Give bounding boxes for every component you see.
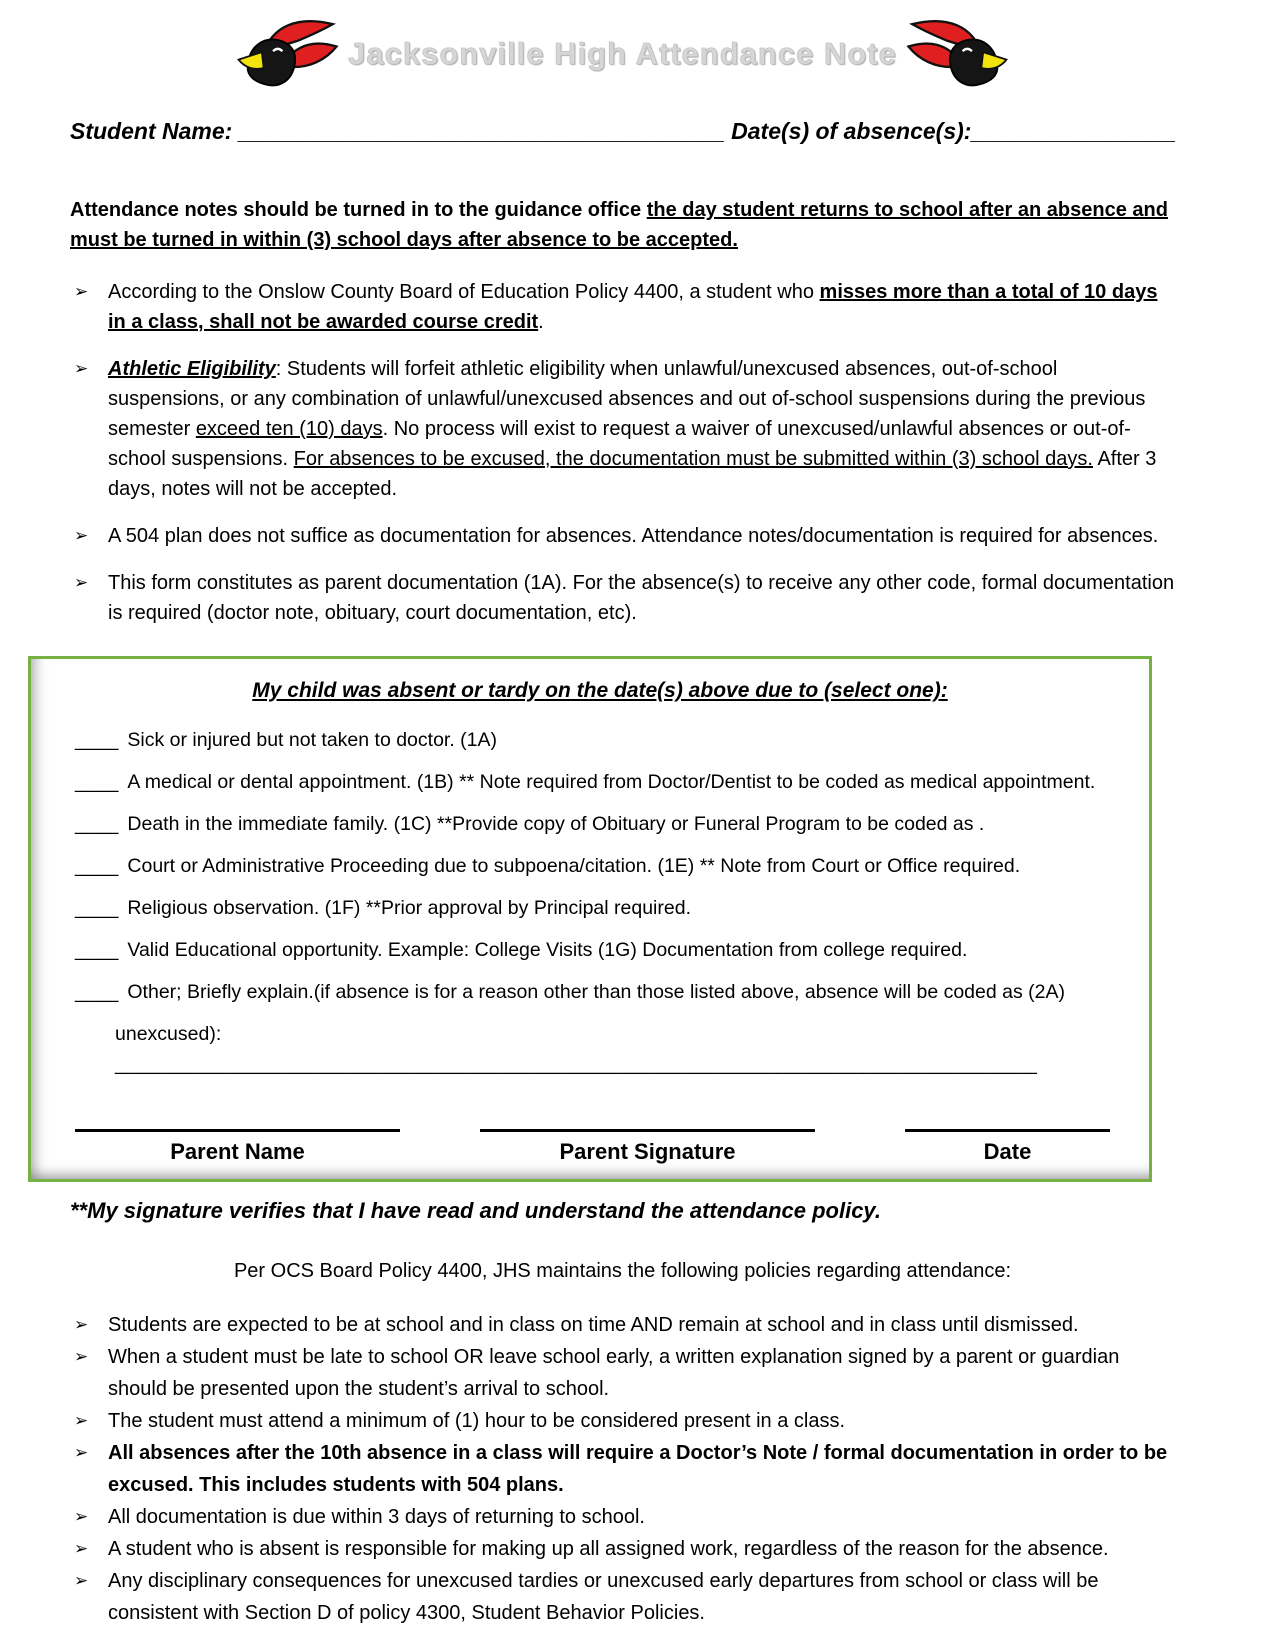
arrow-bullet-icon: ➢ [74,1315,89,1334]
attendance-notes-list [70,277,1175,628]
arrow-bullet-icon: ➢ [74,1571,89,1590]
option-checkline: ____ [75,771,119,793]
bullet-text-segment: . No process will exist to request a waiver of unexcused/unlawful absences or out-of-school suspensions. [108,418,1131,470]
date-field [905,1129,1110,1165]
policy-late-or-early: When a student must be late to school OR leave school early, a written explanation signed by a parent or guardian should be presented upon the student’s arrival to school. [108,1346,1120,1400]
policy-documentation-due: All documentation is due within 3 days of returning to school. [108,1506,645,1528]
page-title: Jacksonville High Attendance Note [348,36,897,71]
arrow-bullet-icon: ➢ [74,1411,89,1430]
bullet-text-emphasis: misses more than a total of 10 days in a class, shall not be awarded course credit [108,281,1158,333]
absence-option-educational [75,935,1125,965]
signature-row [75,1129,1125,1165]
bullet-course-credit [108,277,1175,337]
option-label: Court or Administrative Proceeding due to subpoena/citation. (1E) ** Note from Court or Office required. [127,855,1021,877]
cardinal-mascot-right-icon [903,12,1011,96]
policy-makeup-work: A student who is absent is responsible for making up all assigned work, regardless of the reason for the absence. [108,1538,1109,1560]
date-label: Date [983,1139,1032,1164]
parent-signature-label: Parent Signature [559,1139,736,1164]
list-item [70,1565,1175,1629]
policy-list [70,1309,1175,1629]
arrow-bullet-icon: ➢ [74,573,89,592]
list-item [70,1405,1175,1437]
arrow-bullet-icon: ➢ [74,526,89,545]
option-checkline: ____ [75,729,119,751]
option-checkline: ____ [75,855,119,877]
intro-paragraph [70,195,1175,255]
bullet-text-segment: According to the Onslow County Board of Education Policy 4400, a student who [108,281,820,303]
list-item [70,1501,1175,1533]
option-label: Religious observation. (1F) **Prior approval by Principal required. [127,897,691,919]
bullet-text-segment: After 3 days, notes will not be accepted. [108,448,1157,500]
option-checkline: ____ [75,939,119,961]
option-label: Death in the immediate family. (1C) **Provide copy of Obituary or Funeral Program to be coded as . [127,813,985,835]
option-checkline: ____ [75,813,119,835]
arrow-bullet-icon: ➢ [74,282,89,301]
arrow-bullet-icon: ➢ [74,1507,89,1526]
header [70,6,1175,102]
list-item [70,1437,1175,1501]
absence-option-religious [75,893,1125,923]
list-item [70,1309,1175,1341]
list-item [70,568,1175,628]
intro-underlined: the day student returns to school after an absence and must be turned in within (3) school days after absence to be accepted. [70,199,1168,251]
list-item [70,354,1175,504]
absence-option-other-explain [115,1019,1125,1079]
arrow-bullet-icon: ➢ [74,1443,89,1462]
option-checkline: ____ [75,897,119,919]
bullet-text-underlined: For absences to be excused, the documentation must be submitted within (3) school days. [293,448,1093,470]
parent-name-label: Parent Name [170,1139,305,1164]
policy-10th-absence: All absences after the 10th absence in a class will require a Doctor’s Note / formal documentation in order to be excused. This includes students with 504 plans. [108,1442,1168,1496]
absence-option-other [75,977,1125,1007]
explain-blank: _____________________________________________________________________________________ [115,1053,1037,1075]
bullet-parent-documentation: This form constitutes as parent documentation (1A). For the absence(s) to receive any other code, formal documentation is required (doctor note, obituary, court documentation, etc). [108,572,1175,624]
student-name-label: Student Name: [70,118,239,144]
policy-disciplinary: Any disciplinary consequences for unexcused tardies or unexcused early departures from school or class will be consistent with Section D of policy 4300, Student Behavior Policies. [108,1570,1099,1624]
list-item [70,1341,1175,1405]
cardinal-mascot-left-icon [234,12,342,96]
student-name-line [70,118,1175,145]
arrow-bullet-icon: ➢ [74,1347,89,1366]
list-item [70,1533,1175,1565]
policy-on-time: Students are expected to be at school and in class on time AND remain at school and in class until dismissed. [108,1314,1079,1336]
arrow-bullet-icon: ➢ [74,1539,89,1558]
option-label: Sick or injured but not taken to doctor. (1A) [127,729,498,751]
list-item [70,277,1175,337]
absence-option-death [75,809,1125,839]
bullet-text-segment: . [538,311,544,333]
policy-heading: Per OCS Board Policy 4400, JHS maintains the following policies regarding attendance: [233,1260,1012,1282]
option-label: Other; Briefly explain.(if absence is for a reason other than those listed above, absence will be coded as (2A) [127,981,1065,1003]
arrow-bullet-icon: ➢ [74,359,89,378]
option-label: Valid Educational opportunity. Example: College Visits (1G) Documentation from college required. [127,939,968,961]
list-item [70,521,1175,551]
dates-of-absence-label: Date(s) of absence(s): [724,118,972,144]
policy-minimum-hour: The student must attend a minimum of (1) hour to be considered present in a class. [108,1410,846,1432]
intro-lead: Attendance notes should be turned in to the guidance office [70,199,647,221]
bullet-504-plan: A 504 plan does not suffice as documentation for absences. Attendance notes/documentation is required for absences. [108,525,1159,547]
bullet-text-segment: : Students will forfeit athletic eligibility when unlawful/unexcused absences, out-of-school suspensions, or any combination of unlawful/unexcused absences and out of-school suspensions during the previous semester [108,358,1146,440]
unexcused-label: unexcused): [115,1023,222,1045]
box-title: My child was absent or tardy on the date(s) above due to (select one): [252,679,948,702]
athletic-eligibility-title: Athletic Eligibility [108,358,276,380]
date-line [905,1129,1110,1132]
absence-option-medical [75,767,1125,797]
parent-name-field [75,1129,400,1165]
option-checkline: ____ [75,981,119,1003]
absence-option-court [75,851,1125,881]
student-name-blank: ______________________________________ [238,118,725,144]
parent-signature-line [480,1129,815,1132]
signature-verification-note: **My signature verifies that I have read and understand the attendance policy. [70,1198,881,1223]
absence-option-sick [75,725,1125,755]
parent-name-line [75,1129,400,1132]
bullet-athletic-eligibility [108,354,1175,504]
parent-signature-field [480,1129,815,1165]
dates-of-absence-blank: ________________ [971,118,1177,144]
option-label: A medical or dental appointment. (1B) ** Note required from Doctor/Dentist to be coded as medical appointment. [127,771,1096,793]
bullet-text-underlined: exceed ten (10) days [195,418,383,440]
absence-reason-box [28,656,1152,1182]
